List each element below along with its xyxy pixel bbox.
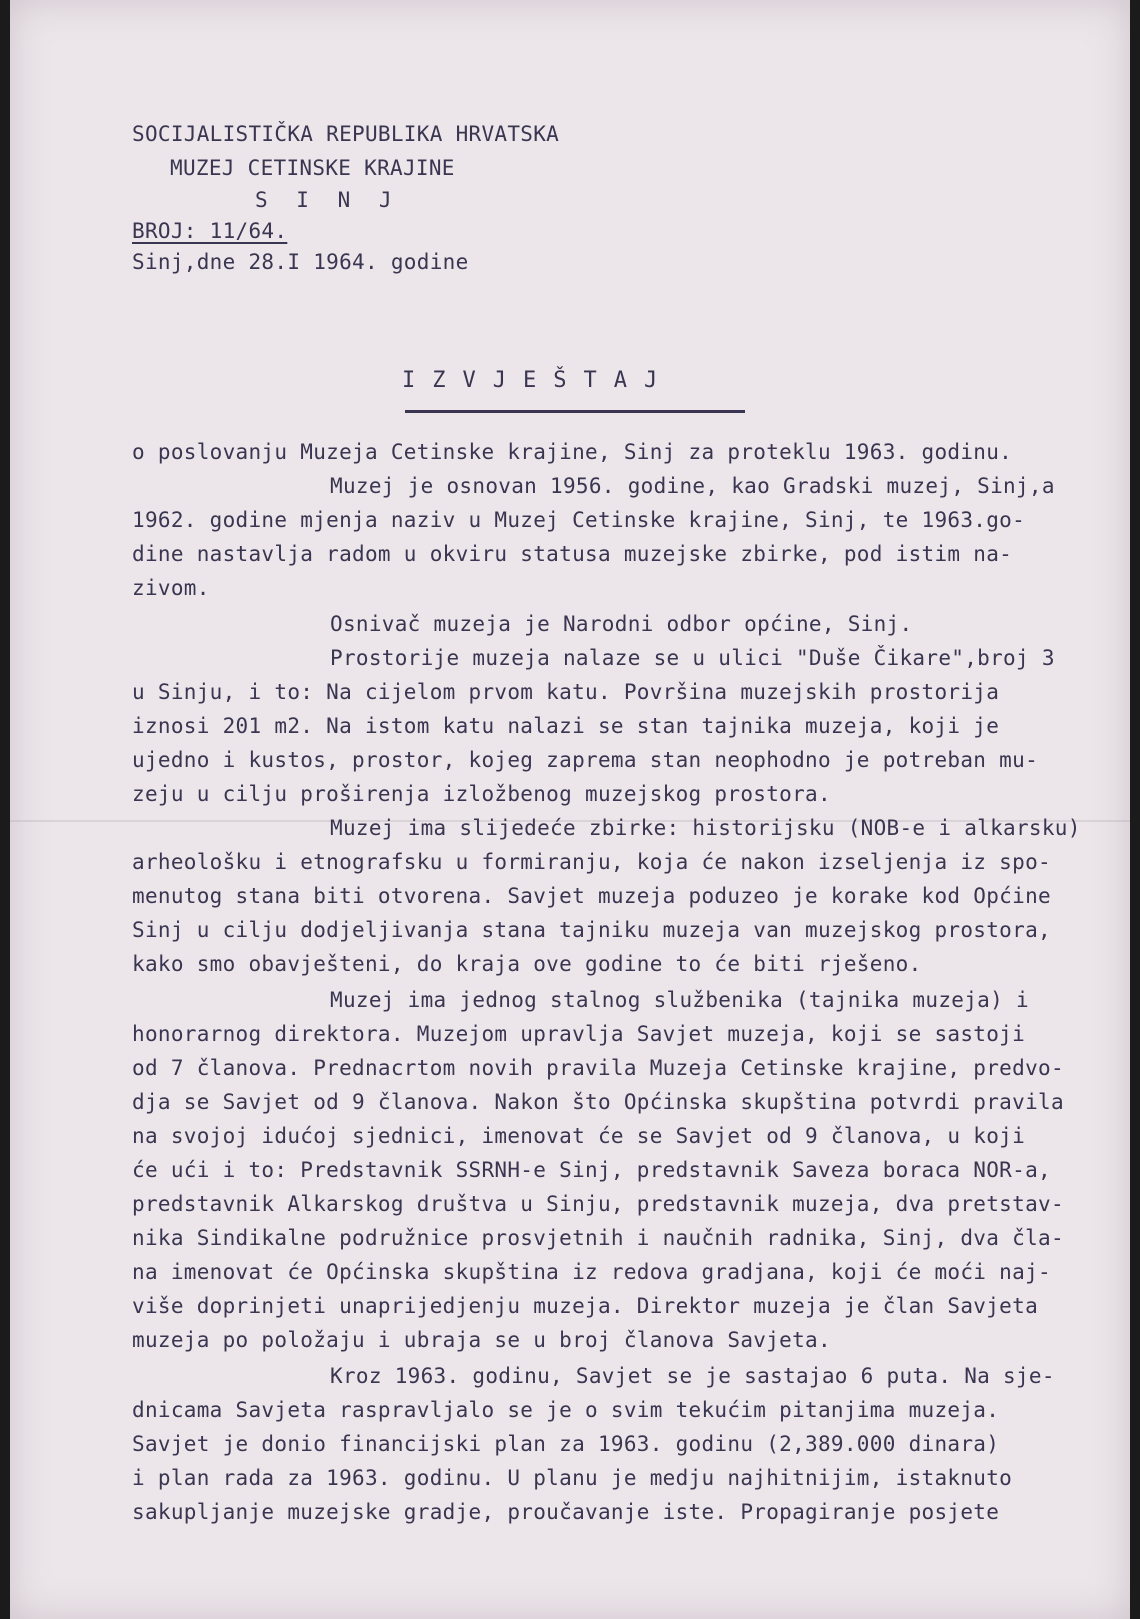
body-line: Sinj u cilju dodjeljivanja stana tajniku muzeja van muzejskog prostora, (132, 918, 1051, 942)
body-line: muzeja po položaju i ubraja se u broj članova Savjeta. (132, 1328, 831, 1352)
body-line: dine nastavlja radom u okviru statusa muzejske zbirke, pod istim na- (132, 542, 1013, 566)
body-line: menutog stana biti otvorena. Savjet muzeja poduzeo je korake kod Općine (132, 884, 1051, 908)
body-line: dja se Savjet od 9 članova. Nakon što Općinska skupština potvrdi pravila (132, 1090, 1064, 1114)
title-underline (405, 410, 745, 413)
body-line: dnicama Savjeta raspravljalo se je o svim tekućim pitanjima muzeja. (132, 1398, 1000, 1422)
body-line: na imenovat će Općinska skupština iz redova gradjana, koji će moći naj- (132, 1260, 1051, 1284)
typewritten-report (10, 0, 1130, 1619)
body-line: od 7 članova. Prednacrtom novih pravila Muzeja Cetinske krajine, predvo- (132, 1056, 1064, 1080)
header-republic: SOCIJALISTIČKA REPUBLIKA HRVATSKA (132, 122, 560, 146)
body-line: 1962. godine mjenja naziv u Muzej Cetinske krajine, Sinj, te 1963.go- (132, 508, 1026, 532)
body-line: Osnivač muzeja je Narodni odbor općine, Sinj. (330, 612, 913, 636)
body-line: nika Sindikalne podružnice prosvjetnih i naučnih radnika, Sinj, dva čla- (132, 1226, 1064, 1250)
body-line: iznosi 201 m2. Na istom katu nalazi se stan tajnika muzeja, koji je (132, 714, 1000, 738)
body-line: zeju u cilju proširenja izložbenog muzejskog prostora. (132, 782, 831, 806)
body-line: ujedno i kustos, prostor, kojeg zaprema stan neophodno je potreban mu- (132, 748, 1039, 772)
header-city: S I N J (255, 188, 400, 212)
body-line: kako smo obavješteni, do kraja ove godine to će biti rješeno. (132, 952, 922, 976)
body-line: Muzej ima jednog stalnog službenika (tajnika muzeja) i (330, 988, 1029, 1012)
body-line: Muzej je osnovan 1956. godine, kao Gradski muzej, Sinj,a (330, 474, 1055, 498)
document-number: BROJ: 11/64. (132, 219, 288, 243)
body-line: o poslovanju Muzeja Cetinske krajine, Sinj za proteklu 1963. godinu. (132, 440, 1013, 464)
body-line: u Sinju, i to: Na cijelom prvom katu. Površina muzejskih prostorija (132, 680, 1000, 704)
document-date: Sinj,dne 28.I 1964. godine (132, 250, 469, 274)
body-line: Kroz 1963. godinu, Savjet se je sastajao 6 puta. Na sje- (330, 1364, 1055, 1388)
body-line: na svojoj idućoj sjednici, imenovat će se Savjet od 9 članova, u koji (132, 1124, 1026, 1148)
body-line: Muzej ima slijedeće zbirke: historijsku (NOB-e i alkarsku) (330, 816, 1081, 840)
report-title: IZVJEŠTAJ (402, 368, 675, 393)
body-line: predstavnik Alkarskog društva u Sinju, predstavnik muzeja, dva pretstav- (132, 1192, 1064, 1216)
body-line: zivom. (132, 576, 210, 600)
body-line: Prostorije muzeja nalaze se u ulici "Duše Čikare",broj 3 (330, 646, 1055, 670)
body-line: honorarnog direktora. Muzejom upravlja Savjet muzeja, koji se sastoji (132, 1022, 1026, 1046)
body-line: i plan rada za 1963. godinu. U planu je medju najhitnijim, istaknuto (132, 1466, 1013, 1490)
body-line: Savjet je donio financijski plan za 1963. godinu (2,389.000 dinara) (132, 1432, 1000, 1456)
body-line: više doprinjeti unaprijedjenju muzeja. Direktor muzeja je član Savjeta (132, 1294, 1039, 1318)
header-museum: MUZEJ CETINSKE KRAJINE (170, 156, 455, 180)
body-line: će ući i to: Predstavnik SSRNH-e Sinj, predstavnik Saveza boraca NOR-a, (132, 1158, 1051, 1182)
body-line: sakupljanje muzejske gradje, proučavanje iste. Propagiranje posjete (132, 1500, 1000, 1524)
body-line: arheološku i etnografsku u formiranju, koja će nakon izseljenja iz spo- (132, 850, 1051, 874)
document-page (10, 0, 1130, 1619)
